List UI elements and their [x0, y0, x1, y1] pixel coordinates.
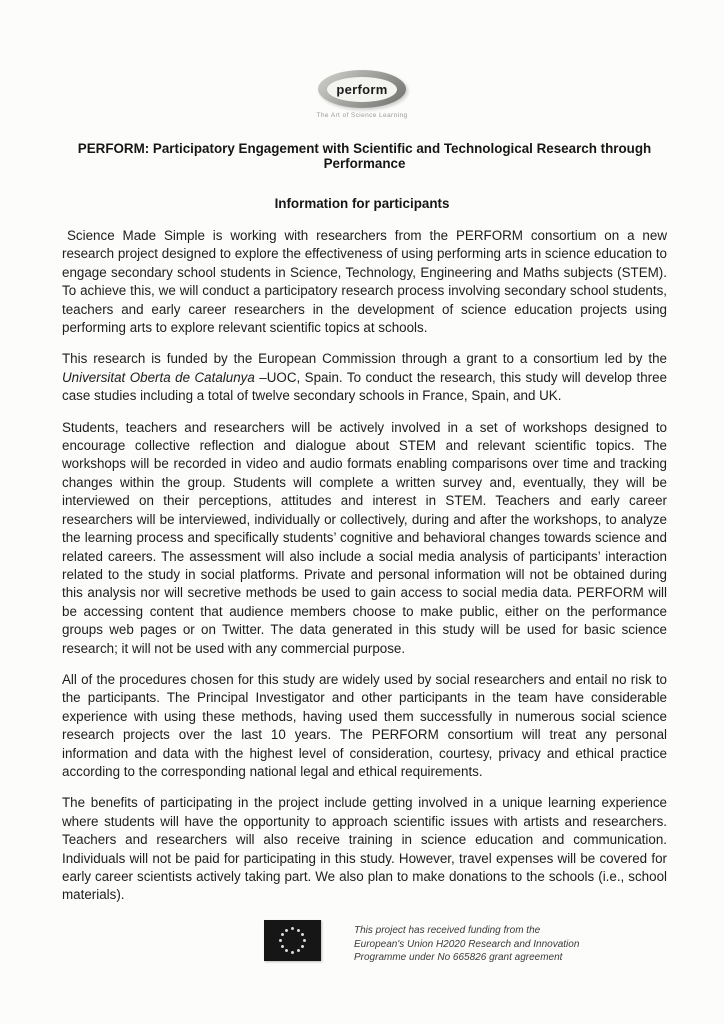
- eu-flag-star: [291, 927, 294, 930]
- paragraph-2: [62, 350, 667, 405]
- perform-logo-inner: [327, 77, 397, 102]
- funding-note: [354, 924, 579, 965]
- eu-flag-star: [297, 949, 300, 952]
- paragraph-4: All of the procedures chosen for this study are widely used by social researchers and entail no risk to the participants. The Principal Investigator and other participants in the team have considerable experience with using these methods, having used them successfully in numerous social science research projects over the last 10 years. The PERFORM consortium will treat any personal information and data with the highest level of consideration, courtesy, privacy and ethical practice according to the corresponding national legal and ethical requirements.: [62, 671, 667, 779]
- eu-flag-star: [285, 949, 288, 952]
- paragraph-3: Students, teachers and researchers will be actively involved in a set of workshops designed to encourage collective reflection and dialogue about STEM and relevant scientific topics. The workshops will be recorded in video and audio formats enabling comparisons over time and tracking changes within the group. Students will complete a written survey and, eventually, they will be interviewed on their perceptions, attitudes and interest in STEM. Teachers and early career researchers will be interviewed, individually or collectively, during and after the workshops, to analyze the learning process and specifically students’ cognitive and behavioral changes towards science and related careers. The assessment will also include a social media analysis of participants’ interaction related to the study in social platforms. Private and personal information will not be obtained during this analysis nor will secretive methods be used to gain access to social media data. PERFORM will be accessing content that audience members choose to make public, either on the performance groups web pages or on Twitter. The data generated in this study will be used for basic science research; it will not be used with any commercial purpose.: [62, 419, 667, 656]
- perform-logo: [0, 70, 724, 119]
- eu-flag-star: [281, 933, 284, 936]
- eu-flag-star: [279, 939, 282, 942]
- section-heading: Information for participants: [274, 196, 450, 211]
- eu-flag-star: [301, 933, 304, 936]
- document-title: PERFORM: Participatory Engagement with Scientific and Technological Research through Performance: [77, 141, 652, 171]
- paragraph-2-pre: This research is funded by the European Commission through a grant to a consortium led by the: [62, 351, 667, 367]
- paragraph-1: Science Made Simple is working with researchers from the PERFORM consortium on a new research project designed to explore the effectiveness of using performing arts in science education to engage secondary school students in Science, Technology, Engineering and Maths subjects (STEM). To achieve this, we will conduct a participatory research process involving secondary school students, teachers and early career researchers in the development of science education projects using performing arts to explore relevant scientific topics at schools.: [62, 228, 667, 336]
- eu-flag-icon: [264, 920, 321, 961]
- funding-note-line: European's Union H2020 Research and Innovation: [354, 938, 580, 950]
- funding-note-line: This project has received funding from the: [354, 925, 541, 936]
- document-body: [62, 227, 667, 918]
- paragraph-5: The benefits of participating in the project include getting involved in a unique learning experience where students will have the opportunity to approach scientific issues with artists and researchers. Teachers and researchers will also receive training in science education and communication. Individuals will not be paid for participating in this study. However, travel expenses will be covered for early career scientists actively taking part. We also plan to make donations to the schools (i.e., school materials).: [62, 795, 667, 903]
- eu-flag-star: [291, 951, 294, 954]
- paragraph-2-post: –UOC, Spain. To conduct the research, this study will develop three case studies including a total of twelve secondary schools in France, Spain, and UK.: [62, 369, 668, 404]
- perform-logo-tagline: The Art of Science Learning: [316, 112, 408, 119]
- perform-logo-text: perform: [336, 81, 388, 97]
- eu-flag-star: [301, 945, 304, 948]
- paragraph-2-italic: Universitat Oberta de Catalunya: [62, 369, 255, 385]
- eu-flag-star: [303, 939, 306, 942]
- eu-flag-star: [281, 945, 284, 948]
- eu-flag-star: [285, 929, 288, 932]
- eu-flag-star: [297, 929, 300, 932]
- perform-logo-oval-icon: [318, 70, 406, 108]
- footer: [264, 920, 579, 965]
- funding-note-line: Programme under No 665826 grant agreement: [354, 952, 563, 963]
